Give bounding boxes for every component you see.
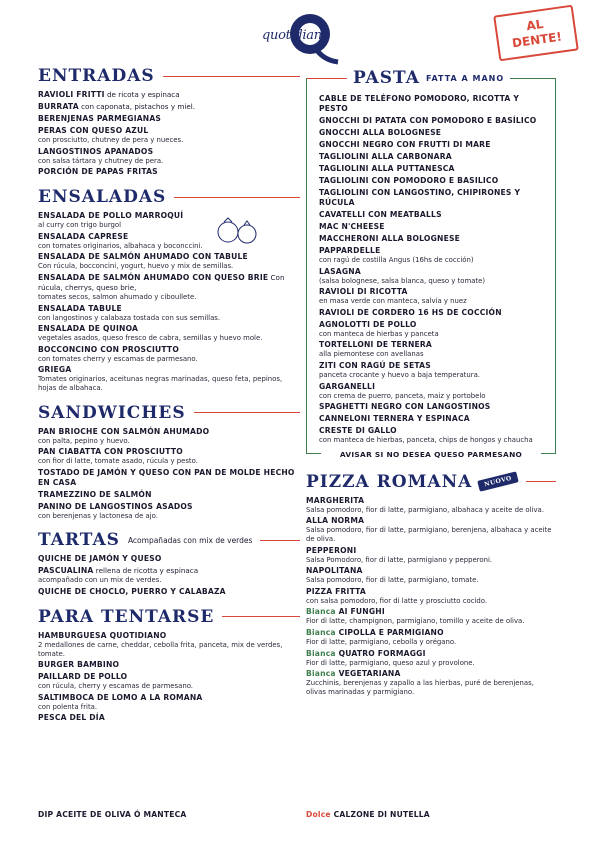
menu-item (306, 669, 556, 696)
item-name (38, 672, 300, 682)
pizza-section (306, 472, 556, 697)
item-inline-desc: Con rúcula, cherrys, queso brie, (38, 272, 285, 292)
menu-item (38, 147, 300, 166)
sandwiches-list (38, 427, 300, 521)
pasta-footer-note: AVISAR SI NO DESEA QUESO PARMESANO (321, 450, 541, 459)
item-name-text: TAGLIOLINI CON LANGOSTINO, CHIPIRONES Y RÚCULA (319, 188, 521, 207)
item-name (319, 164, 545, 174)
item-name (306, 566, 556, 576)
pasta-rule-right (510, 78, 555, 79)
tomato-doodle-icon (214, 214, 260, 248)
item-name (306, 496, 556, 506)
item-description: Salsa pomodoro, fior di latte, parmigiano, tomate. (306, 576, 479, 585)
title-rule (222, 616, 300, 617)
item-name-text: ENSALADA TABULE (38, 303, 122, 313)
item-name-text: TOSTADO DE JAMÓN Y QUESO CON PAN DE MOLDE HECHO EN CASA (38, 467, 295, 487)
menu-item (319, 152, 545, 162)
item-description: alla piemontese con avellanas (319, 350, 424, 359)
tartas-section (38, 530, 300, 597)
dolce-prefix: Dolce (306, 810, 331, 819)
menu-item (319, 340, 545, 359)
item-name-text: PIZZA FRITTA (306, 586, 367, 596)
menu-item (38, 90, 300, 100)
item-name (319, 308, 545, 318)
item-inline-desc: rellena de ricotta y espinaca (93, 566, 199, 576)
item-description: con rúcula, cherry y escamas de parmesano. (38, 682, 193, 691)
item-description: vegetales asados, queso fresco de cabra, semillas y huevo mole. (38, 334, 263, 343)
item-name (306, 516, 556, 526)
menu-item (38, 211, 300, 230)
menu-item (319, 361, 545, 380)
item-name-text: PASCUALINA (38, 566, 94, 576)
item-name (319, 210, 545, 220)
item-name (38, 304, 300, 314)
menu-item (38, 114, 300, 124)
menu-item (38, 324, 300, 343)
item-name-text: PAN BRIOCHE CON SALMÓN AHUMADO (38, 426, 210, 436)
item-description: con salsa pomodoro, fior di latte y prosciutto cocido. (306, 596, 488, 605)
item-name-text: PANINO DE LANGOSTINOS ASADOS (38, 501, 193, 511)
item-inline-desc: de ricota y espinaca (104, 90, 180, 99)
item-name-text: RAVIOLI DI RICOTTA (319, 287, 408, 297)
menu-item (306, 587, 556, 606)
item-description: Salsa pomodoro, fior di latte, parmigiano, berenjena, albahaca y aceite de oliva. (306, 526, 552, 543)
item-name-text: RAVIOLI FRITTI (38, 90, 105, 99)
item-prefix: Bianca (306, 648, 336, 658)
dolce-item (306, 810, 430, 819)
para-tentarse-title-text: PARA TENTARSE (38, 606, 215, 627)
item-name-text: QUICHE DE JAMÓN Y QUESO (38, 554, 162, 564)
item-name-text: BERENJENAS PARMEGIANAS (38, 114, 162, 123)
menu-item (38, 232, 300, 251)
menu-item (319, 320, 545, 339)
item-name (38, 365, 300, 375)
menu-item (319, 267, 545, 286)
item-name (319, 234, 545, 244)
item-name-text: TRAMEZZINO DE SALMÓN (38, 489, 152, 499)
pasta-title: PASTA (353, 68, 420, 88)
item-name-text: GRIEGA (38, 365, 72, 375)
stamp-line-1: AL (525, 16, 545, 34)
dip-note: DIP ACEITE DE OLIVA Ó MANTECA (38, 810, 187, 819)
item-name-text: SALTIMBOCA DE LOMO A LA ROMANA (38, 692, 203, 702)
menu-item (319, 140, 545, 150)
menu-item (38, 672, 300, 691)
stamp-line-2: DENTE! (511, 29, 563, 51)
item-name (306, 546, 556, 556)
pasta-header (307, 68, 555, 88)
menu-item (38, 502, 300, 521)
item-name (38, 252, 300, 262)
sandwiches-title-text: SANDWICHES (38, 402, 186, 423)
menu-item (38, 102, 300, 112)
tartas-title (38, 530, 300, 550)
item-name-text: ENSALADA DE SALMÓN AHUMADO CON QUESO BRIE (38, 272, 269, 282)
item-name-text: PAILLARD DE POLLO (38, 672, 128, 682)
item-name-text: ENSALADA DE QUINOA (38, 324, 139, 334)
sandwiches-title (38, 403, 300, 423)
item-name-text: PEPPERONI (306, 545, 357, 555)
menu-item (319, 94, 545, 114)
item-name-text: TAGLIOLINI ALLA PUTTANESCA (319, 164, 455, 173)
menu-item (38, 554, 300, 564)
menu-item (319, 402, 545, 412)
item-name (38, 502, 300, 512)
item-name (38, 554, 300, 564)
menu-item (319, 382, 545, 401)
item-name (306, 587, 556, 597)
item-name (319, 340, 545, 350)
item-name-text: MAC N'CHEESE (319, 222, 385, 231)
menu-item (38, 365, 300, 392)
logo (248, 8, 358, 68)
menu-item (319, 116, 545, 126)
menu-item (319, 164, 545, 174)
menu-item (306, 496, 556, 515)
pizza-title-text: PIZZA ROMANA (306, 471, 473, 492)
item-description: tomates secos, salmon ahumado y ciboullete. (38, 292, 197, 301)
menu-item (38, 126, 300, 145)
title-rule (526, 481, 556, 482)
item-name-text: HAMBURGUESA QUOTIDIANO (38, 630, 167, 640)
menu-item (306, 607, 556, 626)
item-name-text: ENSALADA CAPRESE (38, 231, 129, 241)
menu-item (38, 304, 300, 323)
menu-item (319, 222, 545, 232)
item-name (38, 693, 300, 703)
item-name (319, 426, 545, 436)
item-name-text: PAN CIABATTA CON PROSCIUTTO (38, 447, 183, 457)
item-name-text: SPAGHETTI NEGRO CON LANGOSTINOS (319, 402, 491, 412)
item-name (306, 628, 556, 638)
item-name (319, 176, 545, 186)
menu-item (306, 516, 556, 543)
item-name-text: CANNELONI TERNERA Y ESPINACA (319, 414, 470, 424)
menu-item (38, 566, 300, 585)
item-name (38, 114, 300, 124)
item-name (38, 345, 300, 355)
menu-item (319, 176, 545, 186)
item-name-text: BURRATA (38, 102, 79, 111)
item-description: con salsa tártara y chutney de pera. (38, 156, 164, 165)
item-name-text: ENSALADA DE SALMÓN AHUMADO CON TABULE (38, 252, 248, 262)
menu-item (306, 546, 556, 565)
item-name-text: TAGLIOLINI CON POMODORO E BASILICO (319, 176, 499, 185)
item-name (38, 211, 300, 221)
item-name-text: GNOCCHI NEGRO CON FRUTTI DI MARE (319, 140, 491, 149)
item-name-text: CRESTE DI GALLO (319, 426, 397, 436)
menu-item (38, 345, 300, 364)
item-name (38, 126, 300, 136)
item-name (319, 361, 545, 371)
title-rule (260, 540, 300, 541)
tartas-title-text: TARTAS (38, 530, 120, 551)
sandwiches-section (38, 403, 300, 521)
item-description: con manteca de hierbas, panceta, chips de hongos y chaucha (319, 436, 533, 445)
item-name (38, 232, 300, 242)
item-prefix: Bianca (306, 627, 336, 637)
menu-item (319, 287, 545, 306)
ensaladas-title (38, 187, 300, 207)
item-name-text: CIPOLLA E PARMIGIANO (335, 627, 444, 637)
item-name-text: PESCA DEL DÍA (38, 713, 105, 723)
item-name (319, 267, 545, 277)
ensaladas-list (38, 211, 300, 392)
item-description: con langostinos y calabaza tostada con sus semillas. (38, 313, 221, 322)
title-rule (194, 412, 300, 413)
item-name (319, 402, 545, 412)
item-description: con crema de puerro, panceta, maiz y portobelo (319, 391, 486, 400)
para-tentarse-title (38, 607, 300, 627)
title-rule (163, 76, 300, 77)
item-name (319, 320, 545, 330)
menu-item (319, 308, 545, 318)
menu-item (38, 490, 300, 500)
item-name-text: PERAS CON QUESO AZUL (38, 126, 149, 135)
item-name-text: MARGHERITA (306, 495, 365, 505)
item-name-text: TORTELLONI DE TERNERA (319, 340, 433, 350)
pasta-box (306, 68, 556, 459)
item-name (38, 273, 300, 293)
entradas-title-text: ENTRADAS (38, 66, 155, 86)
item-name (38, 102, 300, 112)
item-name (319, 140, 545, 150)
menu-item (306, 649, 556, 668)
item-description: al curry con trigo burgol (38, 221, 122, 230)
item-description: con palta, pepino y huevo. (38, 436, 130, 445)
item-name-text: BURGER BAMBINO (38, 660, 120, 670)
item-description: con prosciutto, chutney de pera y nueces. (38, 136, 184, 144)
item-description: panceta crocante y huevo a baja temperatura. (319, 370, 481, 379)
left-column (38, 66, 300, 733)
menu-item (38, 427, 300, 446)
item-name-text: NAPOLITANA (306, 566, 363, 576)
item-description: Con rúcula, bocconcini, yogurt, huevo y mix de semillas. (38, 262, 234, 271)
menu-item (319, 246, 545, 265)
item-name (306, 669, 556, 679)
item-description: en masa verde con manteca, salvia y nuez (319, 297, 467, 306)
item-name (319, 94, 545, 114)
item-name-text: CAVATELLI CON MEATBALLS (319, 210, 442, 219)
menu-item (38, 713, 300, 723)
item-name (319, 222, 545, 232)
title-rule (174, 197, 300, 198)
item-name-text: MACCHERONI ALLA BOLOGNESE (319, 234, 461, 243)
item-name-text: LANGOSTINOS APANADOS (38, 146, 154, 156)
item-name-text: BOCCONCINO CON PROSCIUTTO (38, 344, 179, 354)
dolce-name: CALZONE DI NUTELLA (330, 810, 430, 819)
nuovo-badge: NUOVO (478, 472, 520, 492)
item-name-text: PORCIÓN DE PAPAS FRITAS (38, 167, 158, 177)
item-description: Salsa Pomodoro, fior di latte, parmigiano y pepperoni. (306, 555, 493, 564)
item-name (38, 566, 300, 576)
item-name-text: QUICHE DE CHOCLO, PUERRO Y CALABAZA (38, 586, 226, 596)
menu-item (38, 468, 300, 488)
item-name-text: AGNOLOTTI DE POLLO (319, 319, 417, 329)
item-name-text: GNOCCHI ALLA BOLOGNESE (319, 128, 442, 137)
item-description: con fior di latte, tomate asado, rúcula y pesto. (38, 457, 198, 466)
item-name-text: RAVIOLI DE CORDERO 16 HS DE COCCIÓN (319, 307, 502, 317)
pizza-title (306, 472, 556, 492)
item-prefix: Bianca (306, 607, 336, 617)
item-name (319, 414, 545, 424)
menu-item (38, 252, 300, 271)
item-name-text: GNOCCHI DI PATATA CON POMODORO E BASÍLICO (319, 116, 537, 125)
header (0, 0, 595, 70)
ensaladas-section (38, 187, 300, 392)
item-name (38, 427, 300, 437)
menu-item (38, 693, 300, 712)
item-description: Tomates originarios, aceitunas negras marinadas, queso feta, pepinos, hojas de albahaca. (38, 375, 283, 392)
menu-item (38, 447, 300, 466)
menu-item (38, 273, 300, 302)
tartas-list (38, 554, 300, 597)
item-name (38, 447, 300, 457)
item-name (38, 490, 300, 500)
item-name (319, 246, 545, 256)
item-description: (salsa bolognese, salsa blanca, queso y tomate) (319, 276, 486, 285)
menu-item (319, 234, 545, 244)
item-description: con polenta frita. (38, 702, 98, 711)
item-name-text: VEGETARIANA (335, 669, 401, 679)
item-description: Fior di latte, champignon, parmigiano, tomillo y aceite de oliva. (306, 617, 525, 626)
menu-item (319, 188, 545, 208)
pasta-subtitle: FATTA A MANO (425, 73, 505, 83)
pasta-list (319, 94, 545, 445)
item-name (319, 287, 545, 297)
item-name-text: CABLE DE TELÉFONO POMODORO, RICOTTA Y PESTO (319, 94, 520, 113)
item-description: con berenjenas y lactonesa de ajo. (38, 511, 158, 520)
item-name-text: PAPPARDELLE (319, 246, 381, 255)
menu-item (319, 210, 545, 220)
item-prefix: Bianca (306, 669, 336, 679)
menu-item (306, 628, 556, 647)
menu-item (38, 631, 300, 658)
item-name (38, 167, 300, 177)
right-column (306, 68, 556, 696)
item-inline-desc: con caponata, pistachos y miel. (78, 102, 196, 111)
pasta-rule-left (307, 78, 347, 79)
item-name (38, 587, 300, 597)
item-name (319, 116, 545, 126)
item-description: Fior di latte, parmigiano, queso azul y provolone. (306, 658, 475, 667)
item-description: Fior di latte, parmigiano, cebolla y orégano. (306, 637, 457, 646)
item-description: con manteca de hierbas y panceta (319, 329, 439, 338)
item-name-text: ALLA NORMA (306, 516, 365, 526)
item-name-text: QUATRO FORMAGGI (335, 648, 426, 658)
menu-item (306, 566, 556, 585)
ensaladas-title-text: ENSALADAS (38, 187, 167, 208)
item-name (38, 660, 300, 670)
entradas-section (38, 66, 300, 177)
logo-text: quotidiano (262, 28, 330, 43)
tartas-subtitle: Acompañadas con mix de verdes (127, 535, 253, 545)
item-name-text: TAGLIOLINI ALLA CARBONARA (319, 152, 452, 161)
menu-item (319, 426, 545, 445)
item-name (38, 631, 300, 641)
para-tentarse-list (38, 631, 300, 723)
item-description: acompañado con un mix de verdes. (38, 576, 162, 585)
menu-item (38, 587, 300, 597)
entradas-title (38, 66, 300, 86)
item-name (306, 649, 556, 659)
item-name (38, 147, 300, 157)
item-name (319, 382, 545, 392)
item-description: Salsa pomodoro, fior di latte, parmigiano, albahaca y aceite de oliva. (306, 505, 544, 514)
menu-item (38, 660, 300, 670)
item-name (38, 713, 300, 723)
menu-item (38, 167, 300, 177)
menu-item (319, 128, 545, 138)
item-name-text: ZITI CON RAGÚ DE SETAS (319, 360, 431, 370)
menu-item (319, 414, 545, 424)
al-dente-stamp (493, 5, 579, 62)
item-name-text: AI FUNGHI (335, 607, 385, 617)
item-name-text: ENSALADA DE POLLO MARROQUÍ (38, 211, 184, 221)
item-name (38, 324, 300, 334)
item-name-text: LASAGNA (319, 266, 361, 276)
item-name (38, 90, 300, 100)
item-description: 2 medallones de carne, cheddar, cebolla frita, panceta, mix de verdes, tomate. (38, 640, 283, 658)
item-name (319, 188, 545, 208)
item-description: Zucchinis, berenjenas y zapallo a las hierbas, puré de berenjenas, olivas marinadas y parmigiano. (306, 679, 534, 696)
item-name (319, 152, 545, 162)
item-description: con tomates originarios, albahaca y boconccini. (38, 241, 203, 250)
item-name-text: GARGANELLI (319, 381, 376, 391)
item-name (38, 468, 300, 488)
item-name (319, 128, 545, 138)
pizza-list (306, 496, 556, 697)
item-description: con ragú de costilla Angus (16hs de cocción) (319, 256, 474, 264)
item-description: con tomates cherry y escamas de parmesano. (38, 354, 198, 363)
para-tentarse-section (38, 607, 300, 723)
entradas-list (38, 90, 300, 177)
item-name (306, 607, 556, 617)
